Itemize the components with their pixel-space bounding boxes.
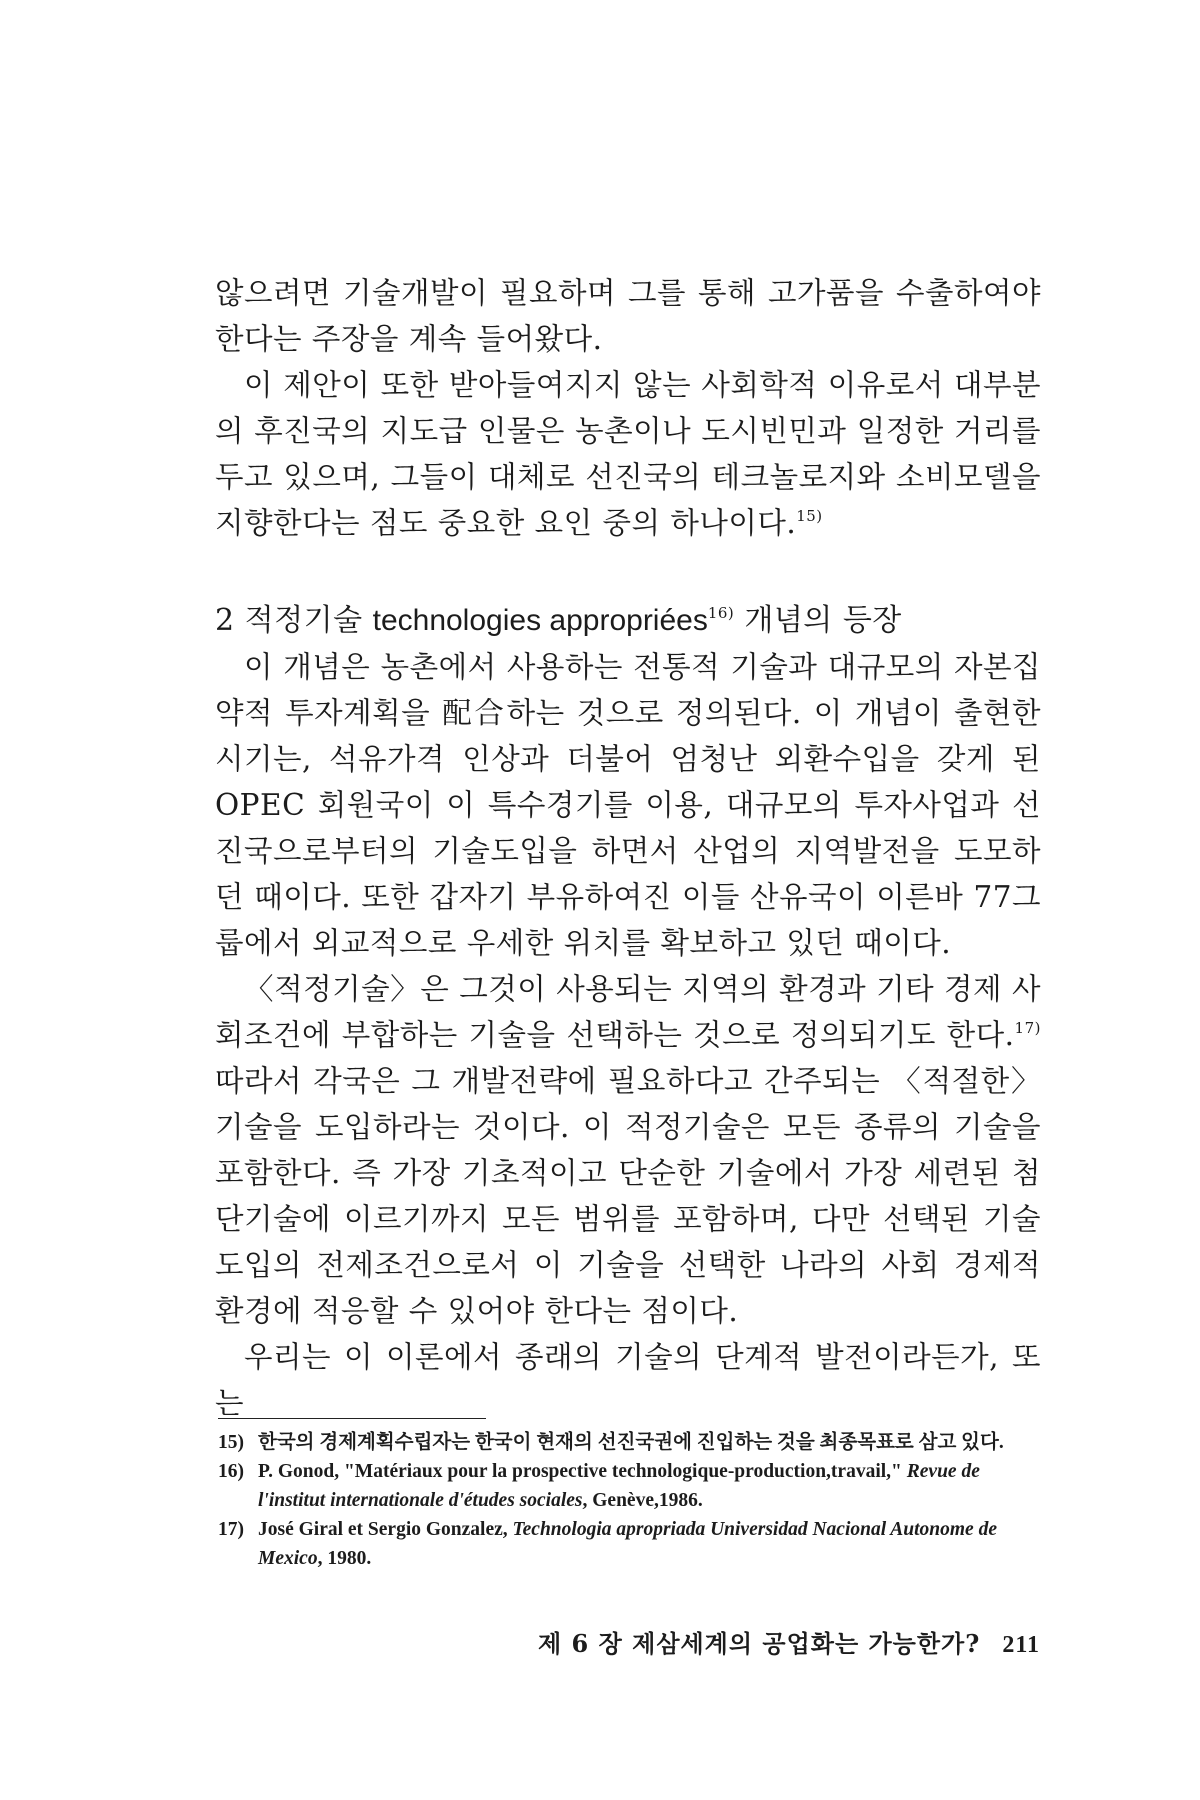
footnote-divider xyxy=(218,1418,486,1419)
footnote-text xyxy=(258,1515,1041,1573)
footnote-number: 15) xyxy=(218,1432,244,1453)
paragraph-5-text: 우리는 이 이론에서 종래의 기술의 단계적 발전이라든가, 또는 xyxy=(215,1340,1041,1420)
paragraph-4-text-a: 〈적정기술〉은 그것이 사용되는 지역의 환경과 기타 경제 사회조건에 부합하는 기술을 선택하는 것으로 정의되기도 한다. xyxy=(215,972,1041,1052)
footnote-text: 한국의 경제계획수립자는 한국이 현재의 선진국권에 진입하는 것을 최종목표로 삼고 있다. xyxy=(258,1432,1004,1453)
section-heading xyxy=(215,598,1041,644)
paragraph-1 xyxy=(215,270,1041,362)
footnote-ref-15: 15) xyxy=(796,507,823,525)
footnote-citation-end: , Genève,1986. xyxy=(582,1490,703,1511)
paragraph-4 xyxy=(215,966,1041,1334)
paragraph-3 xyxy=(215,644,1041,966)
paragraph-1-text: 않으려면 기술개발이 필요하며 그를 통해 고가품을 수출하여야 한다는 주장을 계속 들어왔다. xyxy=(215,276,1041,356)
footnote-journal-title: Revue de l'institut internationale d'études sociales xyxy=(258,1461,980,1511)
section-title-latin: technologies appropriées xyxy=(372,604,708,637)
running-footer xyxy=(470,1624,1040,1659)
paragraph-2-text: 이 제안이 또한 받아들여지지 않는 사회학적 이유로서 대부분의 후진국의 지도급 인물은 농촌이나 도시빈민과 일정한 거리를 두고 있으며, 그들이 대체로 선진국의 테크놀로지와 소비모델을 지향한다는 점도 중요한 요인 중의 하나이다. xyxy=(215,368,1041,540)
footnote-book-title: Technologia apropriada Universidad Nacional Autonome de Mexico xyxy=(258,1519,997,1569)
footnote-ref-16: 16) xyxy=(707,604,735,622)
footnote-citation-end: , 1980. xyxy=(317,1548,372,1569)
section-number: 2 xyxy=(215,603,235,638)
section-title-korean: 적정기술 xyxy=(244,603,363,638)
footnote-citation: José Giral et Sergio Gonzalez, xyxy=(258,1519,513,1540)
paragraph-5 xyxy=(215,1334,1041,1426)
footnote-15 xyxy=(218,1428,1041,1457)
footnote-text xyxy=(258,1457,1041,1515)
body-text xyxy=(215,270,1041,1426)
chapter-title: 제 6 장 제삼세계의 공업화는 가능한가? xyxy=(538,1629,981,1658)
footnote-17 xyxy=(218,1515,1041,1573)
section-title-suffix: 개념의 등장 xyxy=(744,603,902,638)
paragraph-2 xyxy=(215,362,1041,546)
footnotes xyxy=(218,1428,1041,1573)
footnote-16 xyxy=(218,1457,1041,1515)
paragraph-4-text-b: 따라서 각국은 그 개발전략에 필요하다고 간주되는 〈적절한〉 기술을 도입하라는 것이다. 이 적정기술은 모든 종류의 기술을 포함한다. 즉 가장 기초적이고 단순한 기술에서 가장 세련된 첨단기술에 이르기까지 모든 범위를 포함하며, 다만 선택된 기술도입의 전제조건으로서 이 기술을 선택한 나라의 사회 경제적 환경에 적응할 수 있어야 한다는 점이다. xyxy=(215,1064,1041,1328)
footnote-ref-17: 17) xyxy=(1014,1019,1041,1037)
footnote-number: 17) xyxy=(218,1519,244,1540)
footnote-number: 16) xyxy=(218,1461,244,1482)
paragraph-3-text: 이 개념은 농촌에서 사용하는 전통적 기술과 대규모의 자본집약적 투자계획을 配合하는 것으로 정의된다. 이 개념이 출현한 시기는, 석유가격 인상과 더불어 엄청난 외환수입을 갖게 된 OPEC 회원국이 이 특수경기를 이용, 대규모의 투자사업과 선진국으로부터의 기술도입을 하면서 산업의 지역발전을 도모하던 때이다. 또한 갑자기 부유하여진 이들 산유국이 이른바 77그룹에서 외교적으로 우세한 위치를 확보하고 있던 때이다. xyxy=(215,650,1041,960)
footnote-citation: P. Gonod, "Matériaux pour la prospective technologique-production,travail," xyxy=(258,1461,907,1482)
page-number: 211 xyxy=(1002,1632,1040,1658)
